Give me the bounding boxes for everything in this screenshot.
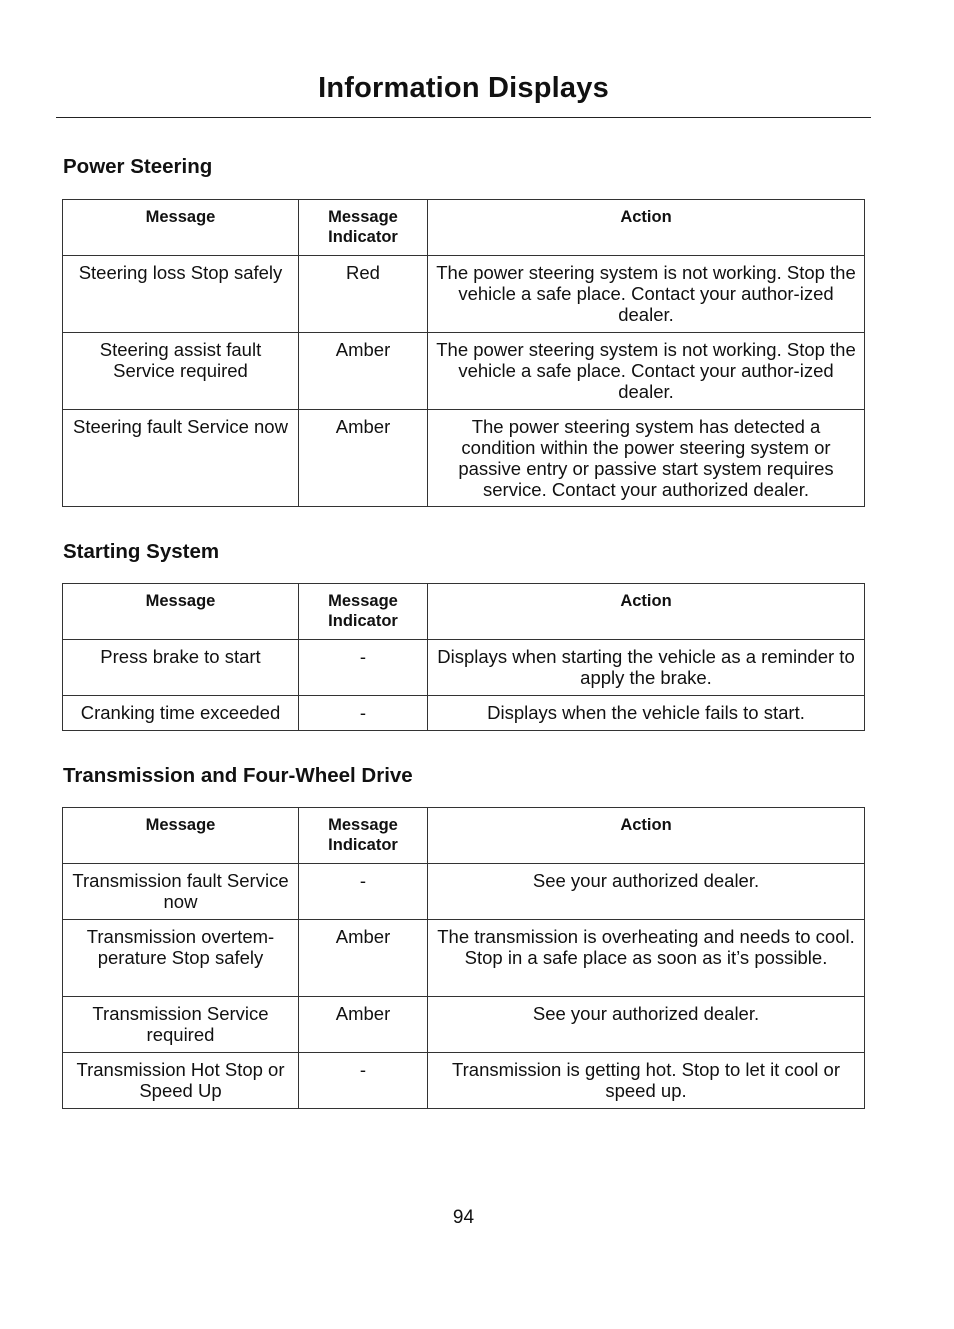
page-title: Information Displays <box>318 72 609 104</box>
table-row <box>63 410 865 507</box>
cell-indicator: Amber <box>299 920 428 997</box>
table-header-row <box>63 200 865 256</box>
cell-action: Displays when the vehicle fails to start. <box>428 696 865 731</box>
cell-message: Transmission fault Service now <box>63 864 299 920</box>
cell-indicator: - <box>299 864 428 920</box>
cell-action: The power steering system is not working. Stop the vehicle a safe place. Contact your author-ized dealer. <box>428 333 865 410</box>
cell-action: See your authorized dealer. <box>428 997 865 1053</box>
header-message-indicator: Message Indicator <box>299 808 428 864</box>
header-action: Action <box>428 200 865 256</box>
header-action: Action <box>428 808 865 864</box>
table-row <box>63 1053 865 1109</box>
cell-indicator: - <box>299 696 428 731</box>
header-message-indicator: Message Indicator <box>299 200 428 256</box>
header-message: Message <box>63 200 299 256</box>
power-steering-table <box>62 199 865 507</box>
section-heading-transmission: Transmission and Four-Wheel Drive <box>63 764 413 787</box>
table-row <box>63 920 865 997</box>
header-action: Action <box>428 584 865 640</box>
table-row <box>63 997 865 1053</box>
cell-action: See your authorized dealer. <box>428 864 865 920</box>
cell-action: Transmission is getting hot. Stop to let it cool or speed up. <box>428 1053 865 1109</box>
title-divider <box>56 117 871 118</box>
cell-message: Press brake to start <box>63 640 299 696</box>
cell-indicator: Amber <box>299 410 428 507</box>
cell-indicator: Red <box>299 256 428 333</box>
cell-indicator: - <box>299 640 428 696</box>
header-message-indicator: Message Indicator <box>299 584 428 640</box>
cell-action: Displays when starting the vehicle as a reminder to apply the brake. <box>428 640 865 696</box>
cell-indicator: - <box>299 1053 428 1109</box>
table-row <box>63 256 865 333</box>
cell-indicator: Amber <box>299 333 428 410</box>
section-heading-starting-system: Starting System <box>63 540 220 563</box>
cell-message: Steering assist fault Service required <box>63 333 299 410</box>
table-row <box>63 333 865 410</box>
table-row <box>63 864 865 920</box>
cell-message: Cranking time exceeded <box>63 696 299 731</box>
page-number: 94 <box>452 1207 475 1228</box>
header-message: Message <box>63 808 299 864</box>
cell-message: Transmission overtem-perature Stop safely <box>63 920 299 997</box>
header-message: Message <box>63 584 299 640</box>
table-header-row <box>63 808 865 864</box>
cell-action: The power steering system has detected a condition within the power steering system or passive entry or passive start system requires service. Contact your authorized dealer. <box>428 410 865 507</box>
cell-action: The transmission is overheating and needs to cool. Stop in a safe place as soon as it’s possible. <box>428 920 865 997</box>
cell-message: Steering loss Stop safely <box>63 256 299 333</box>
section-heading-power-steering: Power Steering <box>63 155 213 178</box>
transmission-table <box>62 807 865 1109</box>
table-row <box>63 640 865 696</box>
cell-message: Steering fault Service now <box>63 410 299 507</box>
starting-system-table <box>62 583 865 731</box>
table-header-row <box>63 584 865 640</box>
cell-message: Transmission Hot Stop or Speed Up <box>63 1053 299 1109</box>
table-row <box>63 696 865 731</box>
cell-indicator: Amber <box>299 997 428 1053</box>
cell-action: The power steering system is not working. Stop the vehicle a safe place. Contact your author-ized dealer. <box>428 256 865 333</box>
cell-message: Transmission Service required <box>63 997 299 1053</box>
